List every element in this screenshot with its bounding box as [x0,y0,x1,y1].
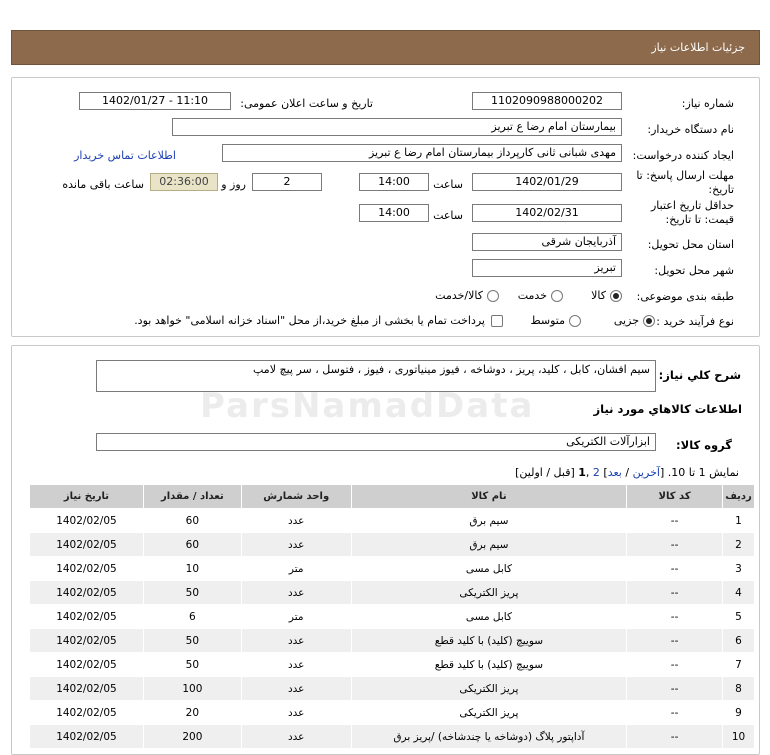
unit-cell: عدد [241,581,351,605]
goods-info-title: اطلاعات کالاهاي مورد نياز [593,402,742,416]
quantity-cell: 50 [143,629,241,653]
province-label: استان محل تحویل: [647,238,734,251]
page-title: جزئیات اطلاعات نیاز [651,41,745,54]
remaining-label: ساعت باقی مانده [62,178,144,191]
pagination-sep: ] [599,466,608,479]
unit-cell: عدد [241,701,351,725]
col-quantity: تعداد / مقدار [143,485,241,509]
category-label: طبقه بندی موضوعی: [636,290,734,303]
unit-cell: عدد [241,653,351,677]
table-row [30,653,755,677]
goods-name-cell: سوییچ (کلید) با کلید قطع [351,629,627,653]
table-body [30,509,755,749]
buyer-org-field: بیمارستان امام رضا ع تبریز [172,118,622,136]
pagination-suffix: [قبل / اولین] [515,466,579,479]
validity-label-1: حداقل تاریخ اعتبار [650,199,734,212]
validity-label-2: قیمت: تا تاریخ: [665,213,734,226]
city-label: شهر محل تحویل: [654,264,734,277]
process-minor-label: جزیی [613,314,639,327]
goods-code-cell: -- [627,677,723,701]
requester-field: مهدی شبانی ثانی کارپرداز بیمارستان امام رضا ع تبریز [222,144,622,162]
need-number-label: شماره نیاز: [681,97,734,110]
process-minor-radio[interactable] [643,315,655,327]
need-date-cell: 1402/02/05 [30,701,144,725]
validity-time-field: 14:00 [359,204,429,222]
goods-name-cell: پریز الکتریکی [351,701,627,725]
city-field: تبریز [472,259,622,277]
pagination-sep: / [621,466,633,479]
province-field: آذربایجان شرقی [472,233,622,251]
contact-buyer-link[interactable]: اطلاعات تماس خریدار [74,149,176,162]
table-row [30,557,755,581]
unit-cell: عدد [241,509,351,533]
need-details-panel [11,77,760,337]
days-label: روز و [221,178,246,191]
category-goods-label: کالا [591,289,606,302]
goods-name-cell: پریز الکتریکی [351,581,627,605]
deadline-label-1: مهلت ارسال پاسخ: تا [636,169,734,182]
days-field: 2 [252,173,322,191]
unit-cell: عدد [241,725,351,749]
goods-panel [11,345,760,755]
description-label: شرح کلي نياز: [658,368,741,382]
row-number-cell: 7 [723,653,755,677]
row-number-cell: 3 [723,557,755,581]
table-header-row [30,485,755,509]
process-label: نوع فرآیند خرید : [656,315,734,328]
watermark-text: ParsNamadData [200,386,535,426]
pagination-last-link[interactable]: آخرین [632,466,660,479]
need-date-cell: 1402/02/05 [30,581,144,605]
unit-cell: عدد [241,677,351,701]
validity-date-field: 1402/02/31 [472,204,622,222]
need-date-cell: 1402/02/05 [30,557,144,581]
deadline-date-field: 1402/01/29 [472,173,622,191]
quantity-cell: 60 [143,509,241,533]
pagination-current-page: 1 [578,466,586,479]
table-row [30,677,755,701]
announce-label: تاریخ و ساعت اعلان عمومی: [240,97,373,110]
quantity-cell: 200 [143,725,241,749]
col-goods-name: نام کالا [351,485,627,509]
goods-group-field: ابزارآلات الکتریکی [96,433,656,451]
row-number-cell: 6 [723,629,755,653]
pagination-sep: , [585,466,593,479]
quantity-cell: 50 [143,653,241,677]
goods-code-cell: -- [627,533,723,557]
need-date-cell: 1402/02/05 [30,677,144,701]
col-row-number: ردیف [723,485,755,509]
table-row [30,581,755,605]
announce-field: 1402/01/27 - 11:10 [79,92,231,110]
table-row [30,509,755,533]
unit-cell: عدد [241,629,351,653]
process-medium-radio[interactable] [569,315,581,327]
treasury-payment-checkbox[interactable] [491,315,503,327]
quantity-cell: 20 [143,701,241,725]
row-number-cell: 9 [723,701,755,725]
deadline-label-2: تاریخ: [708,183,734,196]
col-unit: واحد شمارش [241,485,351,509]
validity-time-label: ساعت [433,209,463,222]
goods-code-cell: -- [627,557,723,581]
row-number-cell: 2 [723,533,755,557]
goods-code-cell: -- [627,701,723,725]
quantity-cell: 50 [143,581,241,605]
goods-code-cell: -- [627,725,723,749]
pagination [515,466,739,479]
row-number-cell: 8 [723,677,755,701]
col-need-date: تاریخ نیاز [30,485,144,509]
goods-name-cell: آداپتور پلاگ (دوشاخه یا چندشاخه) /پریز برق [351,725,627,749]
goods-name-cell: سوییچ (کلید) با کلید قطع [351,653,627,677]
need-date-cell: 1402/02/05 [30,629,144,653]
table-row [30,701,755,725]
goods-code-cell: -- [627,629,723,653]
pagination-next-link[interactable]: بعد [607,466,622,479]
page-header [11,30,760,65]
unit-cell: متر [241,605,351,629]
goods-name-cell: کابل مسی [351,557,627,581]
goods-code-cell: -- [627,605,723,629]
table-row [30,533,755,557]
row-number-cell: 10 [723,725,755,749]
goods-name-cell: پریز الکتریکی [351,677,627,701]
need-date-cell: 1402/02/05 [30,509,144,533]
row-number-cell: 4 [723,581,755,605]
table-row [30,629,755,653]
need-date-cell: 1402/02/05 [30,653,144,677]
goods-group-label: گروه کالا: [676,438,732,452]
buyer-org-label: نام دستگاه خریدار: [647,123,734,136]
col-goods-code: کد کالا [627,485,723,509]
description-field: سیم افشان، کابل ، کلید، پریز ، دوشاخه ، فیوز مینیاتوری ، فیوز ، فتوسل ، سر پیچ لامپ [96,360,656,392]
goods-code-cell: -- [627,581,723,605]
quantity-cell: 6 [143,605,241,629]
goods-name-cell: سیم برق [351,509,627,533]
goods-table [29,484,755,749]
category-service-label: خدمت [517,289,547,302]
row-number-cell: 5 [723,605,755,629]
quantity-cell: 100 [143,677,241,701]
need-date-cell: 1402/02/05 [30,725,144,749]
category-goods-radio[interactable] [610,290,622,302]
unit-cell: متر [241,557,351,581]
row-number-cell: 1 [723,509,755,533]
deadline-time-label: ساعت [433,178,463,191]
treasury-payment-note: پرداخت تمام یا بخشی از مبلغ خرید،از محل "اسناد خزانه اسلامی" خواهد بود. [134,314,485,327]
goods-name-cell: سیم برق [351,533,627,557]
need-number-field: 1102090988000202 [472,92,622,110]
goods-code-cell: -- [627,509,723,533]
unit-cell: عدد [241,533,351,557]
quantity-cell: 60 [143,533,241,557]
need-date-cell: 1402/02/05 [30,533,144,557]
table-row [30,605,755,629]
category-goods-service-label: کالا/خدمت [435,289,483,302]
requester-label: ایجاد کننده درخواست: [632,149,734,162]
deadline-time-field: 14:00 [359,173,429,191]
goods-code-cell: -- [627,653,723,677]
pagination-page-2[interactable]: 2 [592,466,600,479]
goods-name-cell: کابل مسی [351,605,627,629]
process-medium-label: متوسط [530,314,565,327]
category-goods-service-radio[interactable] [487,290,499,302]
pagination-prefix: نمایش 1 تا 10. [ [659,466,739,479]
quantity-cell: 10 [143,557,241,581]
category-service-radio[interactable] [551,290,563,302]
need-date-cell: 1402/02/05 [30,605,144,629]
remaining-time-field: 02:36:00 [150,173,218,191]
